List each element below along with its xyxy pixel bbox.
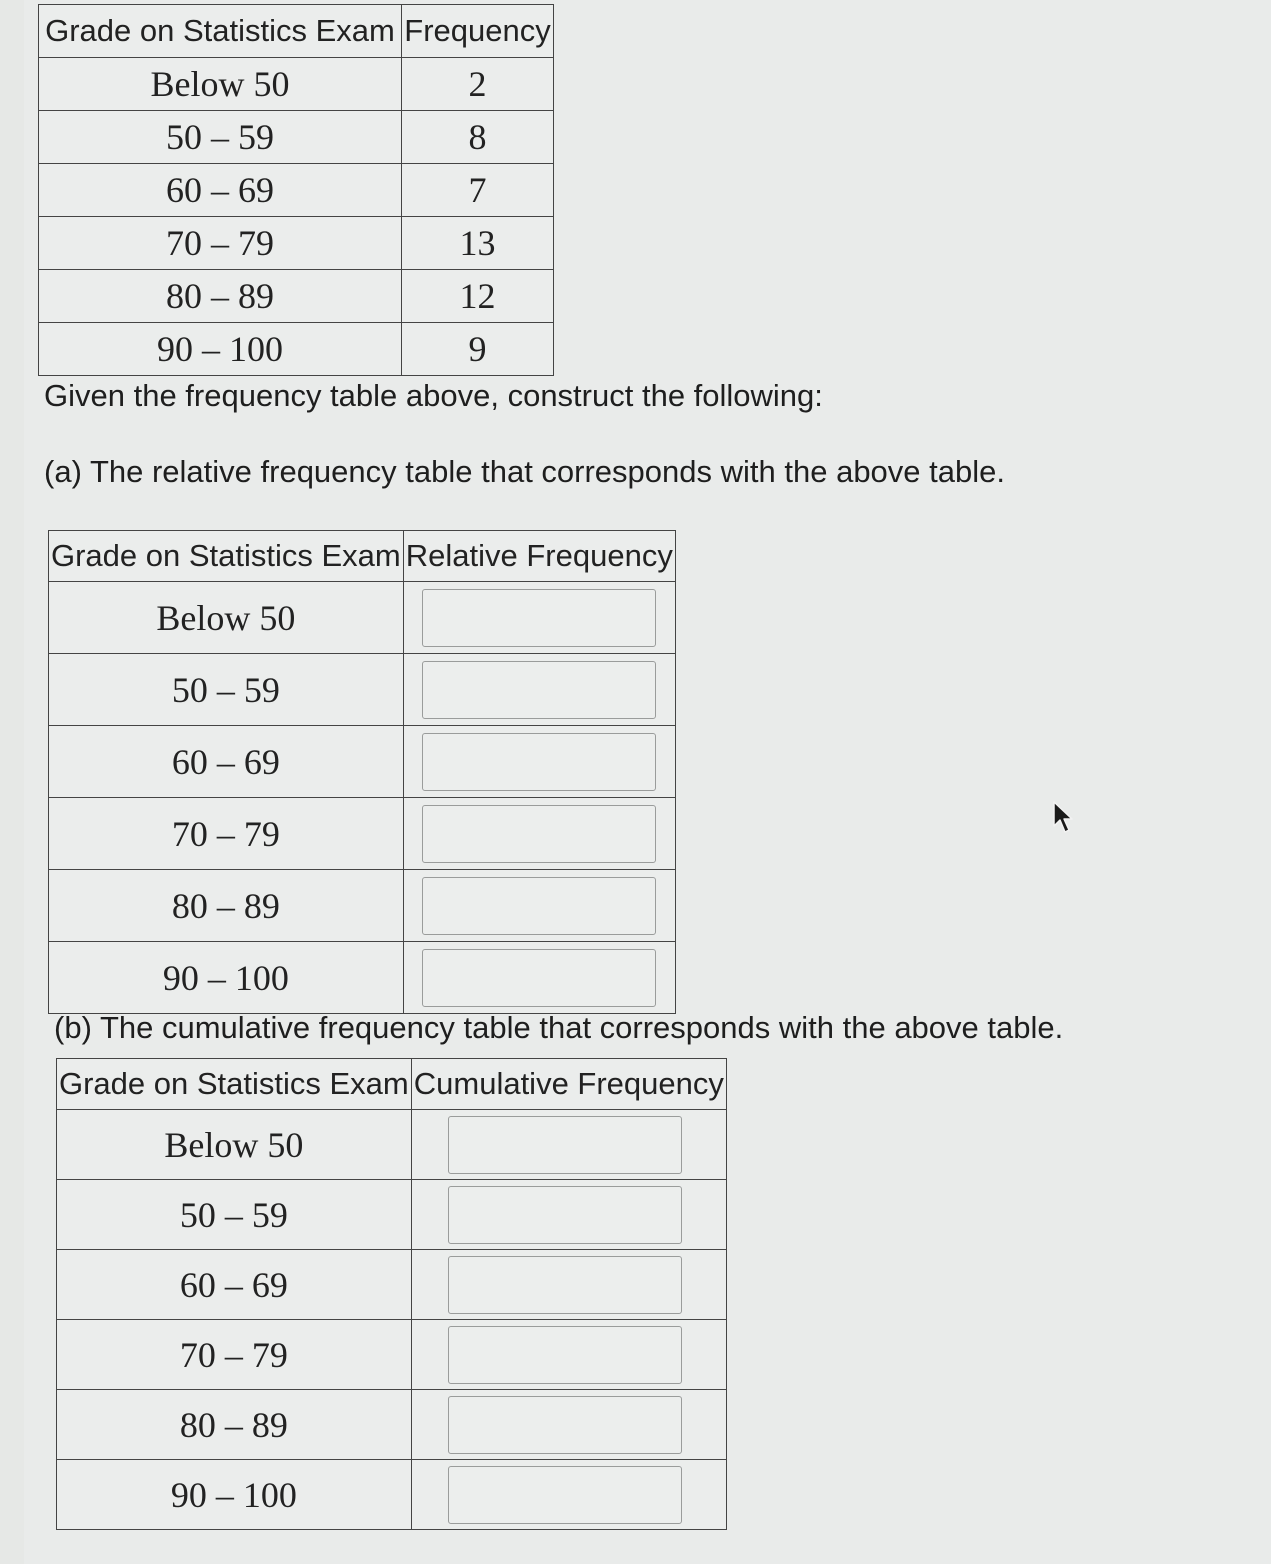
frequency-cell: 8 — [402, 111, 554, 164]
cumulative-frequency-input[interactable] — [448, 1116, 682, 1174]
table-row — [39, 323, 554, 376]
frequency-table — [38, 4, 554, 376]
frequency-cell: 9 — [402, 323, 554, 376]
answer-cell — [403, 654, 675, 726]
relative-frequency-input[interactable] — [422, 589, 656, 647]
answer-cell — [411, 1390, 726, 1460]
frequency-cell: 13 — [402, 217, 554, 270]
table-row — [57, 1320, 727, 1390]
table-row — [39, 58, 554, 111]
table-row — [49, 942, 676, 1014]
relative-frequency-input[interactable] — [422, 805, 656, 863]
instructions-text: Given the frequency table above, construct the following: — [44, 378, 823, 413]
table-row — [57, 1460, 727, 1530]
answer-cell — [403, 582, 675, 654]
grade-cell: 50 – 59 — [39, 111, 402, 164]
answer-cell — [403, 942, 675, 1014]
grade-cell: 70 – 79 — [49, 798, 404, 870]
answer-cell — [411, 1320, 726, 1390]
table-row — [49, 726, 676, 798]
part-b-prompt: (b) The cumulative frequency table that corresponds with the above table. — [54, 1010, 1064, 1045]
header-relative-frequency: Relative Frequency — [403, 531, 675, 582]
table-row — [39, 217, 554, 270]
relative-frequency-input[interactable] — [422, 733, 656, 791]
grade-cell: Below 50 — [39, 58, 402, 111]
table-header-row — [39, 5, 554, 58]
header-frequency: Frequency — [402, 5, 554, 58]
relative-frequency-table — [48, 530, 676, 1014]
grade-cell: 50 – 59 — [57, 1180, 412, 1250]
grade-cell: Below 50 — [57, 1110, 412, 1180]
relative-frequency-input[interactable] — [422, 661, 656, 719]
cumulative-frequency-input[interactable] — [448, 1396, 682, 1454]
table-row — [39, 270, 554, 323]
table-row — [39, 111, 554, 164]
table-header-row — [49, 531, 676, 582]
table-row — [39, 164, 554, 217]
mouse-pointer-icon — [1052, 800, 1078, 838]
grade-cell: 60 – 69 — [39, 164, 402, 217]
part-a-prompt: (a) The relative frequency table that corresponds with the above table. — [44, 454, 1005, 489]
grade-cell: 60 – 69 — [57, 1250, 412, 1320]
relative-frequency-input[interactable] — [422, 949, 656, 1007]
table-row — [57, 1180, 727, 1250]
answer-cell — [411, 1460, 726, 1530]
frequency-cell: 7 — [402, 164, 554, 217]
cumulative-frequency-table — [56, 1058, 727, 1530]
frequency-cell: 12 — [402, 270, 554, 323]
table-row — [49, 870, 676, 942]
answer-cell — [411, 1250, 726, 1320]
table-row — [57, 1250, 727, 1320]
table-row — [49, 582, 676, 654]
cumulative-frequency-input[interactable] — [448, 1466, 682, 1524]
answer-cell — [411, 1180, 726, 1250]
grade-cell: 90 – 100 — [49, 942, 404, 1014]
header-grade: Grade on Statistics Exam — [57, 1059, 412, 1110]
table-row — [49, 654, 676, 726]
cumulative-frequency-input[interactable] — [448, 1326, 682, 1384]
answer-cell — [403, 870, 675, 942]
grade-cell: 80 – 89 — [39, 270, 402, 323]
grade-cell: 70 – 79 — [57, 1320, 412, 1390]
grade-cell: 80 – 89 — [49, 870, 404, 942]
grade-cell: 80 – 89 — [57, 1390, 412, 1460]
table-row — [57, 1110, 727, 1180]
frequency-cell: 2 — [402, 58, 554, 111]
grade-cell: Below 50 — [49, 582, 404, 654]
header-grade: Grade on Statistics Exam — [39, 5, 402, 58]
answer-cell — [403, 726, 675, 798]
table-row — [49, 798, 676, 870]
header-cumulative-frequency: Cumulative Frequency — [411, 1059, 726, 1110]
grade-cell: 60 – 69 — [49, 726, 404, 798]
answer-cell — [411, 1110, 726, 1180]
table-row — [57, 1390, 727, 1460]
grade-cell: 90 – 100 — [57, 1460, 412, 1530]
cumulative-frequency-input[interactable] — [448, 1256, 682, 1314]
grade-cell: 70 – 79 — [39, 217, 402, 270]
header-grade: Grade on Statistics Exam — [49, 531, 404, 582]
table-header-row — [57, 1059, 727, 1110]
grade-cell: 50 – 59 — [49, 654, 404, 726]
relative-frequency-input[interactable] — [422, 877, 656, 935]
grade-cell: 90 – 100 — [39, 323, 402, 376]
answer-cell — [403, 798, 675, 870]
cumulative-frequency-input[interactable] — [448, 1186, 682, 1244]
